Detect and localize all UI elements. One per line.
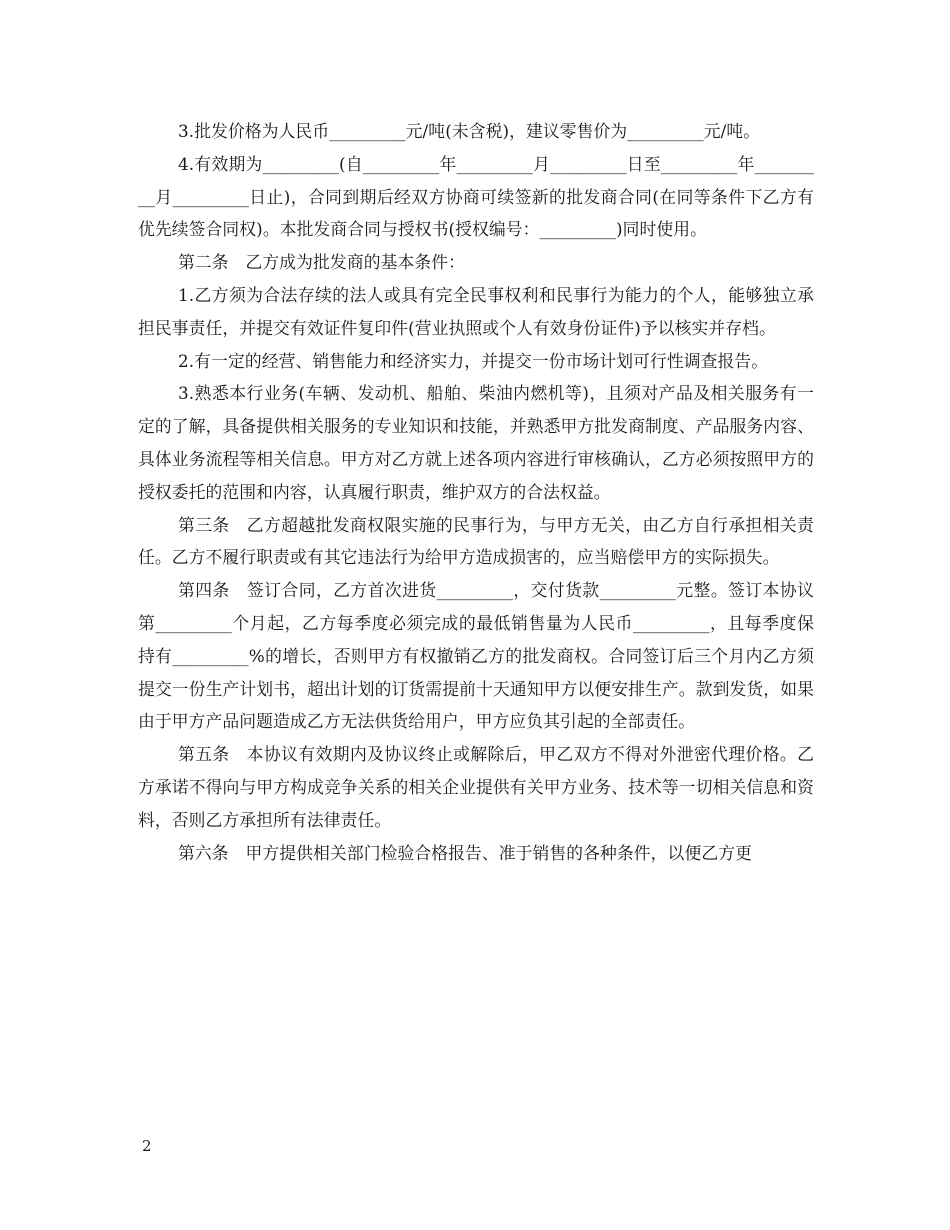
paragraph-wholesale-price: 3.批发价格为人民币_________元/吨(未含税)，建议零售价为_________元/吨。 (178, 121, 761, 141)
paragraph-validity-period: 4.有效期为_________(自_________年_________月_________日至_________年_________月_________日止)，合同到期后经双方协商可续签新的批发商合同(在同等条件下乙方有优先续签合同权)。本批发商合同与授权书(授权编号：_________)同时使用。 (138, 153, 814, 240)
paragraph-condition-2: 2.有一定的经营、销售能力和经济实力，并提交一份市场计划可行性调查报告。 (178, 350, 769, 371)
article-4: 第四条 签订合同，乙方首次进货_________，交付货款_________元整。签订本协议第_________个月起，乙方每季度必须完成的最低销售量为人民币_________，且每季度保持有_________%的增长，否则甲方有权撤销乙方的批发商权。合同签订后三个月内乙方须提交一份生产计划书，超出计划的订货需提前十天通知甲方以便安排生产。款到发货，如果由于甲方产品问题造成乙方无法供货给用户，甲方应负其引起的全部责任。 (138, 580, 814, 732)
article-5: 第五条 本协议有效期内及协议终止或解除后，甲乙双方不得对外泄密代理价格。乙方承诺不得向与甲方构成竞争关系的相关企业提供有关甲方业务、技术等一切相关信息和资料，否则乙方承担所有法律责任。 (138, 744, 814, 830)
article-2-heading: 第二条 乙方成为批发商的基本条件： (178, 252, 465, 273)
article-6: 第六条 甲方提供相关部门检验合格报告、准于销售的各种条件，以便乙方更 (178, 842, 752, 863)
page-number: 2 (142, 1137, 152, 1155)
paragraph-condition-1: 1.乙方须为合法存续的法人或具有完全民事权利和民事行为能力的个人，能够独立承担民事责任，并提交有效证件复印件(营业执照或个人有效身份证件)予以核实并存档。 (138, 284, 814, 338)
article-3: 第三条 乙方超越批发商权限实施的民事行为，与甲方无关，由乙方自行承担相关责任。乙方不履行职责或有其它违法行为给甲方造成损害的，应当赔偿甲方的实际损失。 (138, 514, 814, 568)
document-body (138, 115, 814, 869)
paragraph-condition-3: 3.熟悉本行业务(车辆、发动机、船舶、柴油内燃机等)，且须对产品及相关服务有一定的了解，具备提供相关服务的专业知识和技能，并熟悉甲方批发商制度、产品服务内容、具体业务流程等相关信息。甲方对乙方就上述各项内容进行审核确认，乙方必须按照甲方的授权委托的范围和内容，认真履行职责，维护双方的合法权益。 (138, 383, 814, 502)
